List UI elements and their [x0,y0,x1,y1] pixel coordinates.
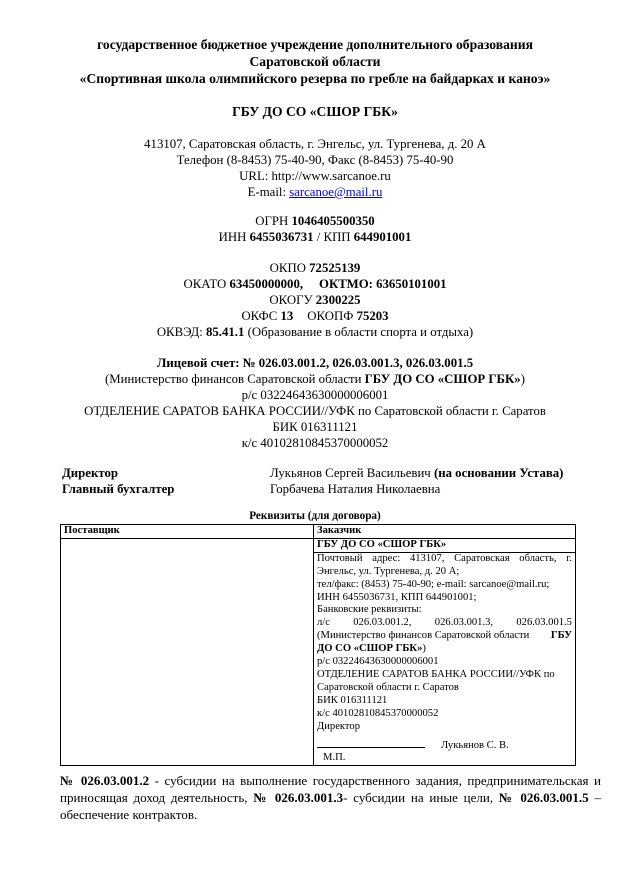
phone: Телефон (8-8453) 75-40-90, Факс (8-8453) 75-40-90 [176,153,454,167]
okfs-label: ОКФС [241,309,281,323]
kpp-value: 644901001 [353,230,412,244]
bik: БИК 016311121 [272,420,358,434]
ministry-org-name: ГБУ ДО СО «СШОР ГБК» [364,372,521,386]
org-short-name: ГБУ ДО СО «СШОР ГБК» [232,104,398,119]
requisites-name-row [61,538,576,552]
inn-kpp-line [0,229,630,245]
footnote-text-5: – обеспечение контрактов. [60,790,601,823]
req-correspondent-account: к/с 40102810845370000052 [317,707,439,719]
footnote-text-3: - субсидии на иные цели, [343,790,499,806]
ministry-prefix: (Министерство финансов Саратовской области [105,372,365,386]
customer-details [314,552,576,766]
org-full-name-line1: государственное бюджетное учреждение дополнительного образования [97,37,533,52]
okpo-value: 72525139 [309,261,361,275]
accountant-role: Главный бухгалтер [62,482,175,496]
oktmo-value: ОКТМО: 63650101001 [319,277,447,291]
org-full-name-line3: «Спортивная школа олимпийского резерва по гребле на байдарках и каноэ» [79,71,551,86]
okfs-value: 13 [280,309,294,323]
okato-value: 63450000000, [229,277,304,291]
director-person [270,465,563,482]
ministry-line [0,371,630,387]
org-full-name-line2: Саратовской области [249,54,381,69]
kpp-label: / КПП [313,230,354,244]
ogrn-label: ОГРН [255,214,292,228]
okogu-line [0,292,630,308]
req-bik: БИК 016311121 [317,694,388,706]
okato-label: ОКАТО [183,277,230,291]
settlement-account: р/с 03224643630000006001 [241,388,389,402]
accounts-footnote [60,772,601,824]
footnote-account-2: № 026.03.001.2 [60,773,150,788]
okfs-okopf-line [0,308,630,324]
ministry-line-1 [317,630,572,643]
ls-account-5: 026.03.001.5 [516,617,572,629]
okogu-label: ОКОГУ [269,293,316,307]
okved-line [0,324,630,340]
ogrn-line [0,213,630,229]
okopf-label: ОКОПФ [307,309,357,323]
inn-label: ИНН [218,230,250,244]
req-branch-line1: ОТДЕЛЕНИЕ САРАТОВ БАНКА РОССИИ//УФК по [317,668,555,680]
correspondent-account: к/с 40102810845370000052 [241,436,389,450]
director-name: Лукьянов Сергей Васильевич [270,466,431,480]
ogrn-value: 1046405500350 [291,214,375,228]
ls-account-3: 026.03.001.3, [434,617,494,629]
signature-line-row [317,734,572,753]
address: 413107, Саратовская область, г. Энгельс, ул. Тургенева, д. 20 А [144,137,486,151]
inn-kpp: ИНН 6455036731, КПП 644901001; [317,591,477,603]
req-branch-line2: Саратовской области г. Саратов [317,681,459,693]
customer-header: Заказчик [314,525,576,539]
bank-details-label: Банковские реквизиты: [317,604,422,616]
ministry-suffix: ) [520,372,525,386]
ministry-text: (Министерство финансов Саратовской области [317,630,530,642]
ls-account-2: 026.03.001.2, [353,617,412,629]
footnote-account-3: № 026.03.001.3 [253,790,344,806]
okved-value: 85.41.1 [205,325,245,339]
accountant-name: Горбачева Наталия Николаевна [270,482,441,496]
personal-accounts-line [317,617,572,630]
inn-value: 6455036731 [249,230,314,244]
okved-description: (Образование в области спорта и отдыха) [244,325,474,339]
signature-line [317,737,425,748]
okopf-value: 75203 [356,309,389,323]
postal-address-line2: Энгельс, ул. Тургенева, д. 20 А; [317,565,460,577]
personal-account: Лицевой счет: № 026.03.001.2, 026.03.001.3, 026.03.001.5 [156,356,474,370]
bank-branch: ОТДЕЛЕНИЕ САРАТОВ БАНКА РОССИИ//УФК по Саратовской области г. Саратов [84,404,546,418]
website-url: URL: http://www.sarcanoe.ru [239,169,391,183]
okato-line [0,276,630,292]
email-label: E-mail: [247,185,290,199]
requisites-title: Реквизиты (для договора) [249,510,381,522]
director-role: Директор [62,466,118,480]
footnote-text-2: - субсидии на выполнение государственного задания, предпринимательская и приносящая доход деятельность, [60,773,601,806]
okpo-line [0,260,630,276]
ls-label: л/с [317,617,330,629]
director-basis: (на основании Устава) [433,466,564,480]
requisites-table [60,524,576,766]
ministry-org-end: ДО СО «СШОР ГБК» [317,643,423,655]
req-sign-name: Лукьянов С. В. [441,739,509,751]
supplier-header: Поставщик [61,525,314,539]
ministry-line-2 [317,643,572,656]
okpo-label: ОКПО [269,261,310,275]
email-line [0,184,630,200]
ministry-org-start: ГБУ [550,630,572,642]
postal-address-line1: Почтовый адрес: 413107, Саратовская область, г. [317,552,572,564]
stamp-place: М.П. [323,752,346,764]
footnote-account-5: № 026.03.001.5 [498,790,589,806]
req-settlement-account: р/с 03224643630000006001 [317,656,439,668]
okved-label: ОКВЭД: [156,325,206,339]
email-link[interactable]: sarcanoe@mail.ru [289,185,383,199]
tel-email: тел/факс: (8453) 75-40-90; e-mail: sarcanoe@mail.ru; [317,578,550,590]
customer-name: ГБУ ДО СО «СШОР ГБК» [314,538,576,552]
ministry-close: ) [422,643,426,655]
req-director-label: Директор [317,720,360,732]
okogu-value: 2300225 [315,293,361,307]
requisites-header-row [61,525,576,539]
supplier-cell [61,538,314,765]
